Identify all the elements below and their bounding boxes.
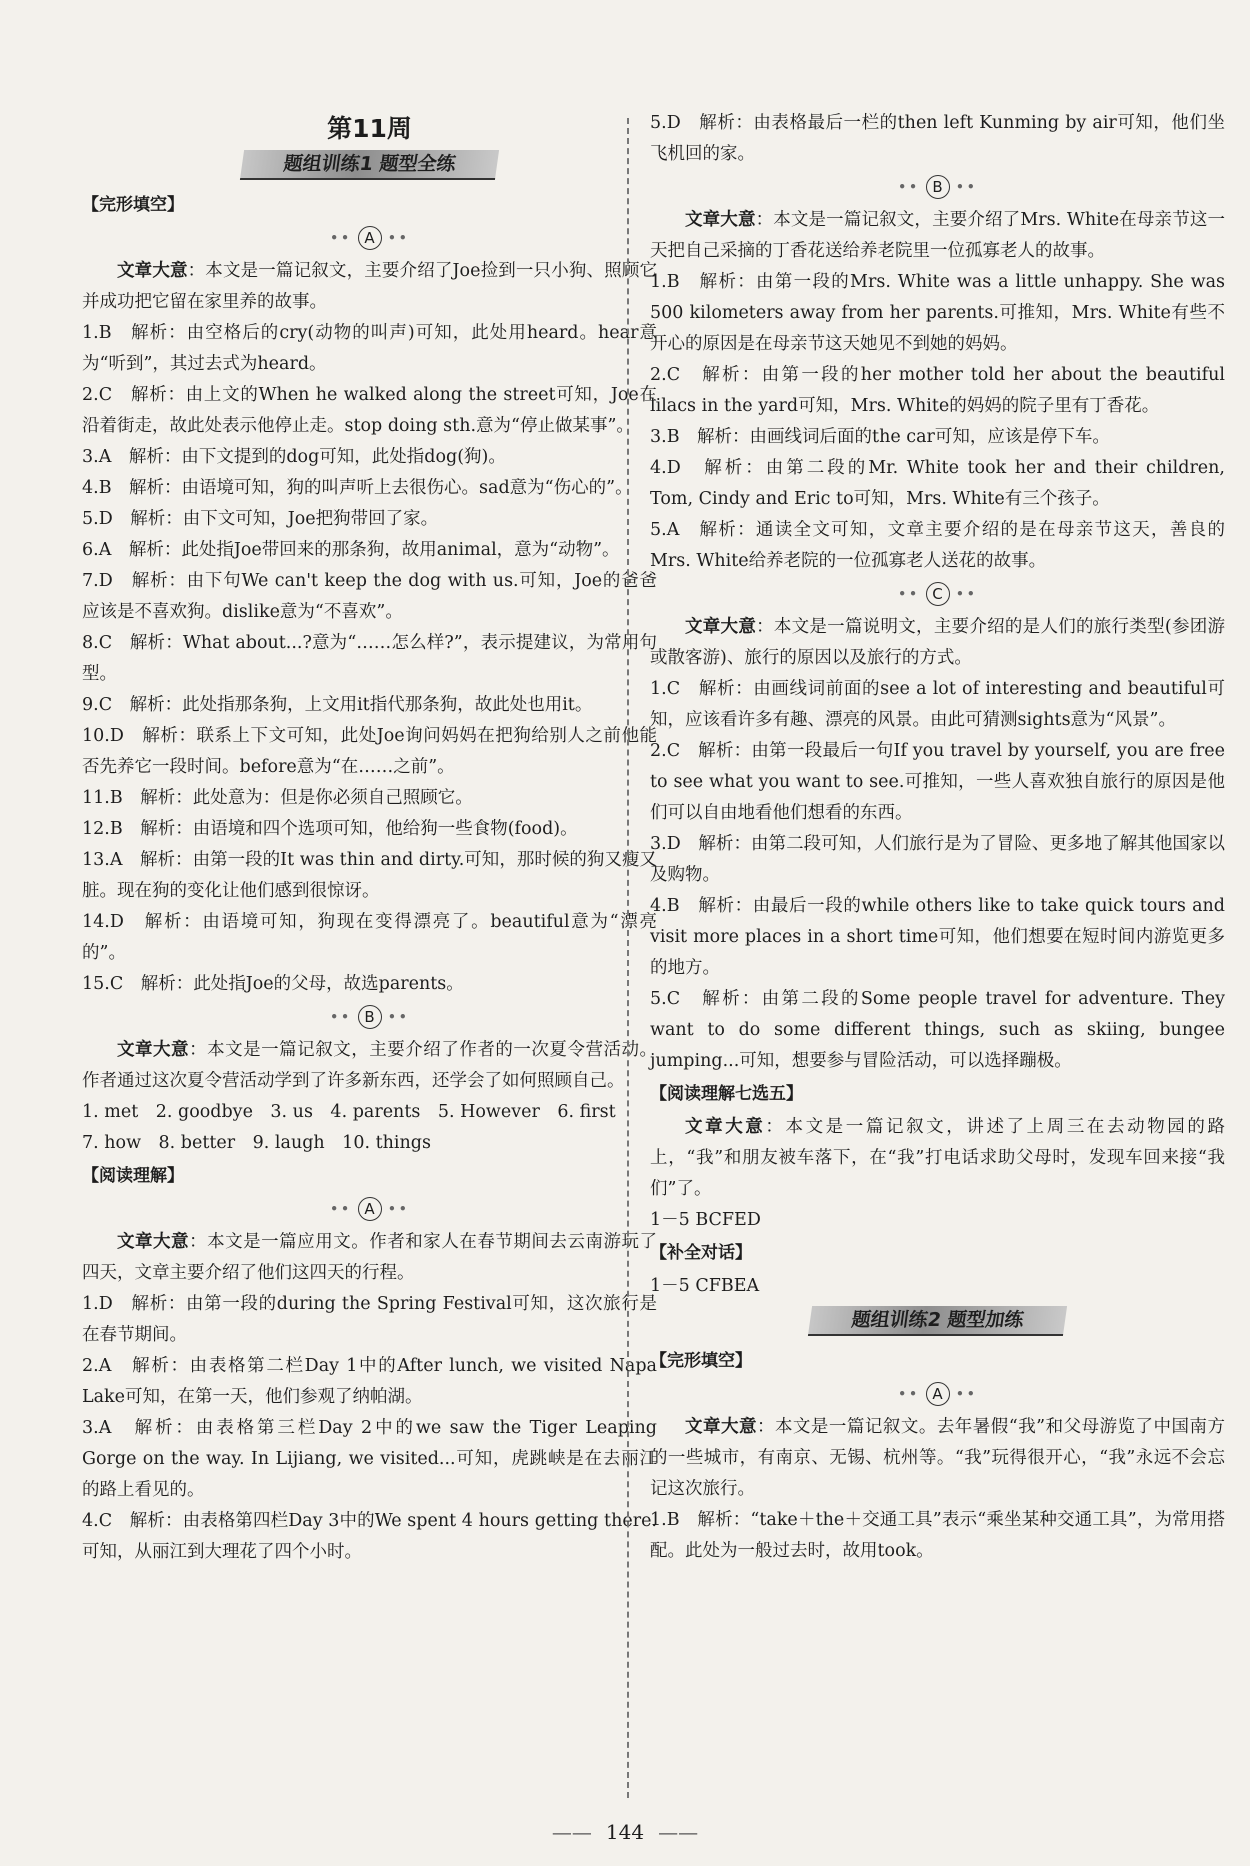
passage-label-reading-b: •• B •• — [650, 172, 1225, 203]
answer-item: 1.B 解析：由第一段的Mrs. White was a little unhappy. She was 500 kilometers away from her parents.可推知，Mrs. White有些不开心的原因是在母亲节这天她见不到她的妈妈。 — [650, 272, 1225, 354]
answer-item: 2.C 解析：由第一段的her mother told her about the beautiful lilacs in the yard可知，Mrs. White的妈妈的院子里有丁香花。 — [650, 365, 1225, 416]
week-title: 第11周 — [327, 114, 412, 143]
answer-item: 4.C 解析：由表格第四栏Day 3中的We spent 4 hours getting there.可知，从丽江到大理花了四个小时。 — [82, 1511, 657, 1562]
answer-item: 5.A 解析：通读全文可知，文章主要介绍的是在母亲节这天，善良的Mrs. White给养老院的一位孤寡老人送花的故事。 — [650, 520, 1225, 571]
left-column — [82, 108, 657, 1568]
passage-label-cloze2-a: •• A •• — [650, 1379, 1225, 1410]
section-cloze-2: 【完形填空】 — [650, 1351, 752, 1371]
answer-item: 7.D 解析：由下句We can't keep the dog with us.可知，Joe的爸爸应该是不喜欢狗。dislike意为“不喜欢”。 — [82, 571, 657, 622]
answers-line: 1－5 CFBEA — [650, 1276, 760, 1296]
answer-item: 15.C 解析：此处指Joe的父母，故选parents。 — [82, 974, 464, 994]
answer-item: 3.A 解析：由下文提到的dog可知，此处指dog(狗)。 — [82, 447, 506, 467]
answer-item: 2.A 解析：由表格第二栏Day 1中的After lunch, we visited Napa Lake可知，在第一天，他们参观了纳帕湖。 — [82, 1356, 657, 1407]
summary-a: 文章大意：本文是一篇记叙文，主要介绍了Joe捡到一只小狗、照顾它并成功把它留在家里养的故事。 — [82, 261, 658, 312]
passage-label-a: •• A •• — [82, 223, 657, 254]
answer-item: 13.A 解析：由第一段的It was thin and dirty.可知，那时候的狗又瘦又脏。现在狗的变化让他们感到很惊讶。 — [82, 850, 657, 901]
answer-item: 5.D 解析：由下文可知，Joe把狗带回了家。 — [82, 509, 439, 529]
section-seven-choose-five: 【阅读理解七选五】 — [650, 1084, 803, 1104]
practice-banner-1: 题组训练1 题型全练 — [240, 150, 499, 180]
answer-item: 14.D 解析：由语境可知，狗现在变得漂亮了。beautiful意为“漂亮的”。 — [82, 912, 657, 963]
answer-item: 4.B 解析：由最后一段的while others like to take quick tours and visit more places in a short time可知，他们想要在短时间内游览更多的地方。 — [650, 896, 1225, 978]
answer-item: 3.A 解析：由表格第三栏Day 2中的we saw the Tiger Leaping Gorge on the way. In Lijiang, we visited...可知，虎跳峡是在去丽江的路上看见的。 — [82, 1418, 657, 1500]
section-reading: 【阅读理解】 — [82, 1166, 184, 1186]
answer-item: 2.C 解析：由第一段最后一句If you travel by yourself, you are free to see what you want to see.可推知，一些人喜欢独自旅行的原因是他们可以自由地看他们想看的东西。 — [650, 741, 1225, 823]
answer-item: 1.B 解析：“take＋the＋交通工具”表示“乘坐某种交通工具”，为常用搭配。此处为一般过去时，故用took。 — [650, 1510, 1225, 1561]
summary-reading-c: 文章大意：本文是一篇说明文，主要介绍的是人们的旅行类型(参团游或散客游)、旅行的原因以及旅行的方式。 — [650, 617, 1226, 668]
answers-line: 7. how 8. better 9. laugh 10. things — [82, 1133, 431, 1153]
page-number: —— 144 —— — [0, 1820, 1250, 1844]
summary-b: 文章大意：本文是一篇记叙文，主要介绍了作者的一次夏令营活动。作者通过这次夏令营活动学到了许多新东西，还学会了如何照顾自己。 — [82, 1040, 658, 1091]
answers-line: 1. met 2. goodbye 3. us 4. parents 5. However 6. first — [82, 1102, 616, 1122]
answer-item: 1.D 解析：由第一段的during the Spring Festival可知，这次旅行是在春节期间。 — [82, 1294, 657, 1345]
answer-item: 5.C 解析：由第二段的Some people travel for adventure. They want to do some different things, such as skiing, bungee jumping...可知，想要参与冒险活动，可以选择蹦极。 — [650, 989, 1225, 1071]
summary-reading-a: 文章大意：本文是一篇应用文。作者和家人在春节期间去云南游玩了四天，文章主要介绍了他们这四天的行程。 — [82, 1232, 658, 1283]
right-column — [650, 108, 1225, 1567]
summary-cloze2-a: 文章大意：本文是一篇记叙文。去年暑假“我”和父母游览了中国南方的一些城市，有南京、无锡、杭州等。“我”玩得很开心，“我”永远不会忘记这次旅行。 — [650, 1417, 1225, 1499]
section-cloze: 【完形填空】 — [82, 195, 184, 215]
answer-item: 6.A 解析：此处指Joe带回来的那条狗，故用animal，意为“动物”。 — [82, 540, 620, 560]
answer-item: 1.B 解析：由空格后的cry(动物的叫声)可知，此处用heard。hear意为“听到”，其过去式为heard。 — [82, 323, 657, 374]
column-divider — [627, 118, 629, 1798]
summary-seven-choose-five: 文章大意：本文是一篇记叙文，讲述了上周三在去动物园的路上，“我”和朋友被车落下，在“我”打电话求助父母时，发现车回来接“我们”了。 — [650, 1117, 1226, 1199]
passage-label-reading-a: •• A •• — [82, 1194, 657, 1225]
practice-banner-2: 题组训练2 题型加练 — [808, 1306, 1067, 1336]
passage-label-b: •• B •• — [82, 1002, 657, 1033]
answer-item: 3.D 解析：由第二段可知，人们旅行是为了冒险、更多地了解其他国家以及购物。 — [650, 834, 1225, 885]
summary-reading-b: 文章大意：本文是一篇记叙文，主要介绍了Mrs. White在母亲节这一天把自己采摘的丁香花送给养老院里一位孤寡老人的故事。 — [650, 210, 1225, 261]
section-dialogue: 【补全对话】 — [650, 1243, 752, 1263]
passage-label-reading-c: •• C •• — [650, 579, 1225, 610]
answer-item: 1.C 解析：由画线词前面的see a lot of interesting and beautiful可知，应该看许多有趣、漂亮的风景。由此可猜测sights意为“风景”。 — [650, 679, 1225, 730]
answers-line: 1－5 BCFED — [650, 1210, 761, 1230]
answer-item: 5.D 解析：由表格最后一栏的then left Kunming by air可知，他们坐飞机回的家。 — [650, 113, 1225, 164]
answer-item: 9.C 解析：此处指那条狗，上文用it指代那条狗，故此处也用it。 — [82, 695, 593, 715]
answer-item: 4.D 解析：由第二段的Mr. White took her and their children, Tom, Cindy and Eric to可知，Mrs. White有三个孩子。 — [650, 458, 1225, 509]
answer-item: 8.C 解析：What about...?意为“……怎么样?”，表示提建议，为常用句型。 — [82, 633, 657, 684]
answer-item: 3.B 解析：由画线词后面的the car可知，应该是停下车。 — [650, 427, 1110, 447]
answer-item: 11.B 解析：此处意为：但是你必须自己照顾它。 — [82, 788, 473, 808]
answer-item: 2.C 解析：由上文的When he walked along the street可知，Joe在沿着街走，故此处表示他停止走。stop doing sth.意为“停止做某事”。 — [82, 385, 657, 436]
answer-item: 4.B 解析：由语境可知，狗的叫声听上去很伤心。sad意为“伤心的”。 — [82, 478, 633, 498]
answer-item: 10.D 解析：联系上下文可知，此处Joe询问妈妈在把狗给别人之前他能否先养它一段时间。before意为“在……之前”。 — [82, 726, 657, 777]
answer-item: 12.B 解析：由语境和四个选项可知，他给狗一些食物(food)。 — [82, 819, 578, 839]
